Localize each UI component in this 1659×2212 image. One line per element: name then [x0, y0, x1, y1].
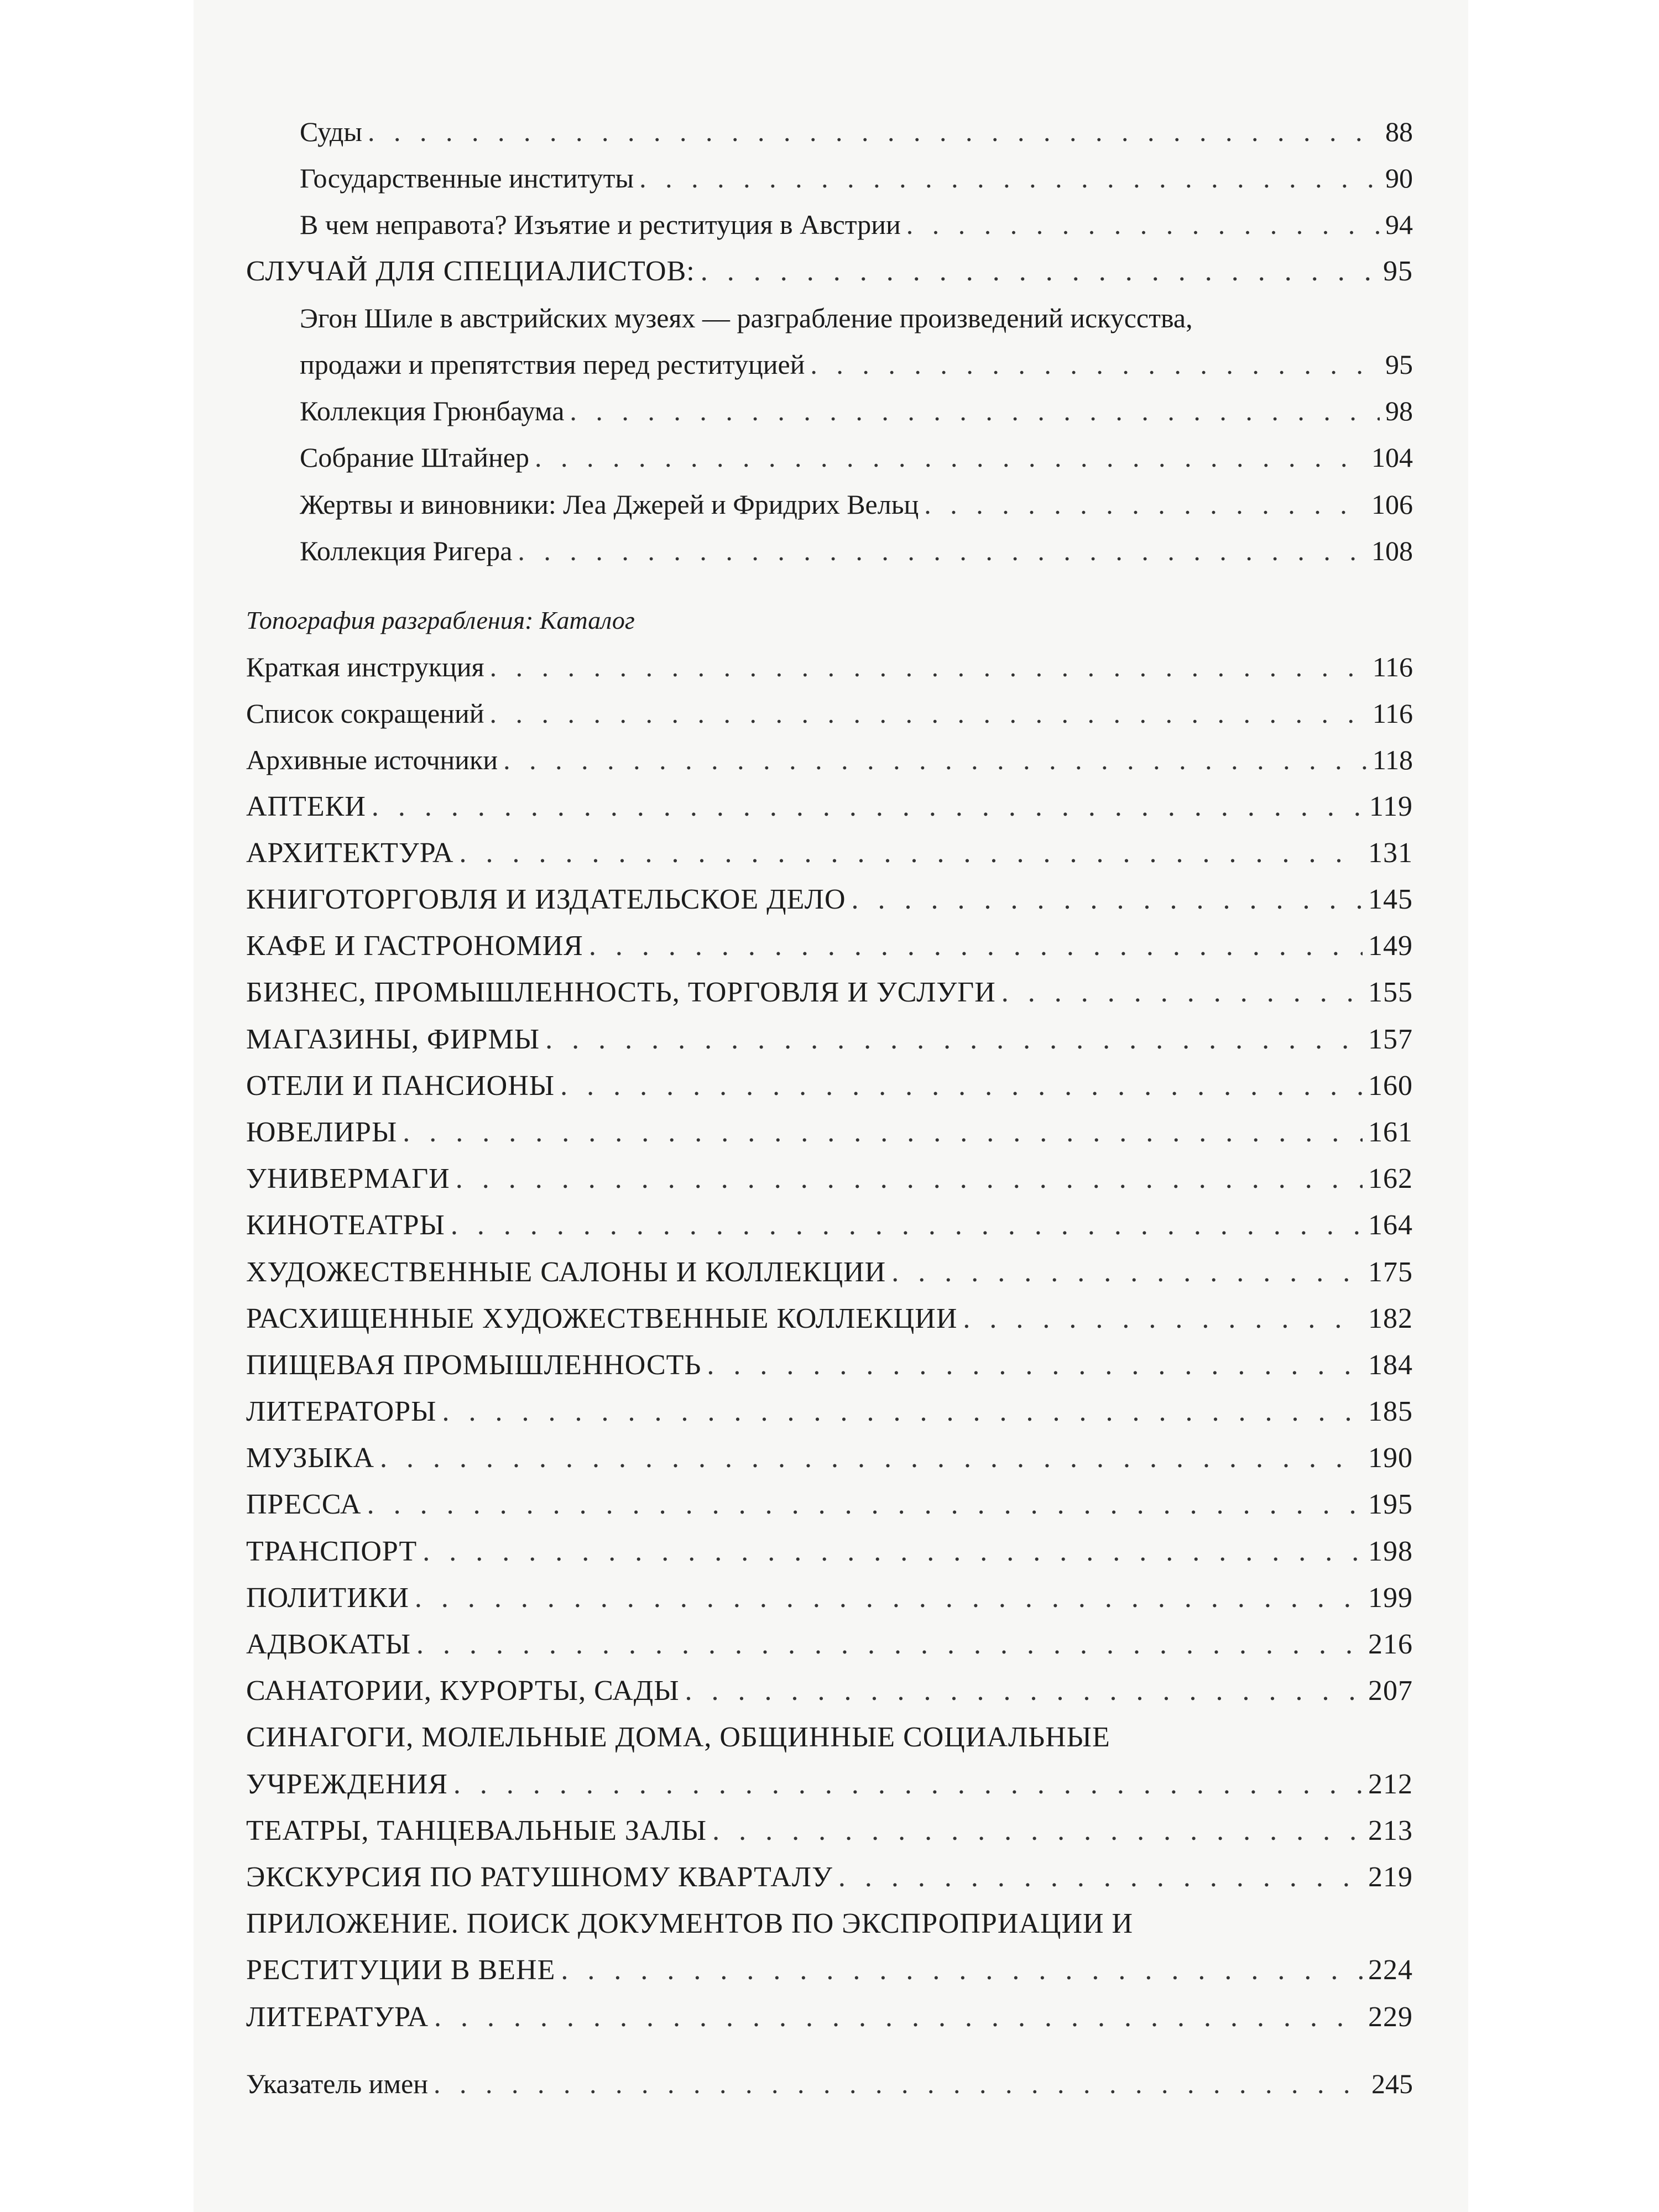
catalog-section-title: Топография разграбления: Каталог [246, 606, 635, 634]
toc-entry-label: Эгон Шиле в австрийских музеях — разграбление произведений искусства, [300, 302, 1193, 333]
toc-entry-appendix-line1 [246, 1901, 1413, 1947]
toc-entry-schiele-line2 [246, 341, 1413, 388]
toc-entry [246, 434, 1413, 481]
toc-entry-page: 90 [1385, 163, 1413, 194]
leader-dots [1001, 969, 1363, 1016]
leader-dots [906, 201, 1380, 248]
toc-entry [246, 1202, 1413, 1249]
toc-entry-page: 245 [1371, 2068, 1413, 2099]
toc-entry [246, 528, 1413, 574]
toc-entry-page: 175 [1368, 1256, 1413, 1288]
leader-dots [570, 388, 1380, 434]
leader-dots [380, 1435, 1363, 1481]
toc-entry-page: 88 [1385, 116, 1413, 147]
toc-entry [246, 1156, 1413, 1202]
toc-entry [246, 923, 1413, 969]
toc-entry-label: МАГАЗИНЫ, ФИРМЫ [246, 1023, 540, 1055]
toc-entry-page: 95 [1383, 255, 1413, 287]
toc-entry [246, 1296, 1413, 1342]
table-of-contents [246, 108, 1413, 2107]
toc-entry-label: БИЗНЕС, ПРОМЫШЛЕННОСТЬ, ТОРГОВЛЯ И УСЛУГИ [246, 977, 996, 1009]
toc-entry-label: Суды [300, 116, 362, 147]
toc-entry-excursion [246, 1854, 1413, 1901]
toc-entry-page: 155 [1368, 977, 1413, 1009]
toc-entry-page: 216 [1368, 1629, 1413, 1660]
toc-entry-page: 149 [1368, 930, 1413, 962]
leader-dots [453, 1761, 1363, 1808]
toc-entry-page: 104 [1371, 442, 1413, 473]
leader-dots [712, 1808, 1363, 1854]
leader-dots [456, 1156, 1363, 1202]
toc-entry-label: Архивные источники [246, 744, 498, 776]
toc-entry-page: 213 [1368, 1814, 1413, 1846]
leader-dots [490, 690, 1367, 737]
toc-entry [246, 737, 1413, 783]
toc-entry-label: продажи и препятствия перед реституцией [300, 348, 805, 380]
toc-entry-synagogues-line1 [246, 1714, 1413, 1761]
toc-entry-page: 198 [1368, 1535, 1413, 1567]
toc-entry-page: 164 [1368, 1209, 1413, 1241]
toc-entry [246, 481, 1413, 528]
toc-entry-page: 116 [1372, 698, 1413, 729]
toc-entry-page: 119 [1369, 790, 1413, 822]
leader-dots [891, 1249, 1363, 1296]
leader-dots [560, 1063, 1363, 1109]
toc-entry-label: РАСХИЩЕННЫЕ ХУДОЖЕСТВЕННЫЕ КОЛЛЕКЦИИ [246, 1302, 958, 1334]
toc-entry-page: 94 [1385, 209, 1413, 241]
leader-dots [561, 1947, 1363, 1994]
toc-entry-page: 162 [1368, 1163, 1413, 1195]
toc-entry-label: Список сокращений [246, 698, 484, 729]
toc-entry-page: 106 [1371, 488, 1413, 520]
toc-entry-label: Краткая инструкция [246, 651, 484, 683]
toc-entry-schiele-line1 [246, 295, 1413, 341]
toc-entry-label: УЧРЕЖДЕНИЯ [246, 1768, 448, 1800]
toc-entry-label: АДВОКАТЫ [246, 1629, 411, 1660]
spacer [246, 2041, 1413, 2060]
toc-entry-label: Указатель имен [246, 2068, 429, 2099]
toc-entry-label: ПРЕССА [246, 1489, 362, 1521]
toc-entry-label: ЭКСКУРСИЯ ПО РАТУШНОМУ КВАРТАЛУ [246, 1861, 833, 1893]
toc-entry-page: 95 [1385, 348, 1413, 380]
toc-entry-label: САНАТОРИИ, КУРОРТЫ, САДЫ [246, 1675, 680, 1707]
toc-entry-label: ПИЩЕВАЯ ПРОМЫШЛЕННОСТЬ [246, 1349, 702, 1381]
leader-dots [490, 644, 1367, 690]
leader-dots [545, 1016, 1363, 1063]
leader-dots [442, 1389, 1363, 1435]
leader-dots [415, 1575, 1363, 1621]
toc-entry-label: В чем неправота? Изъятие и реституция в Австрии [300, 209, 901, 241]
toc-entry-label: КИНОТЕАТРЫ [246, 1209, 445, 1241]
toc-entry-label: АПТЕКИ [246, 790, 366, 822]
toc-entry-page: 199 [1368, 1582, 1413, 1614]
toc-entry-page: 185 [1368, 1396, 1413, 1428]
leader-dots [372, 784, 1364, 830]
toc-entry-page: 160 [1368, 1070, 1413, 1102]
toc-entry-label: ОТЕЛИ И ПАНСИОНЫ [246, 1070, 555, 1102]
toc-entry-label: КНИГОТОРГОВЛЯ И ИЗДАТЕЛЬСКОЕ ДЕЛО [246, 884, 846, 915]
toc-entry-index [246, 2060, 1413, 2107]
leader-dots [535, 434, 1366, 481]
toc-entry-label: СИНАГОГИ, МОЛЕЛЬНЫЕ ДОМА, ОБЩИННЫЕ СОЦИАЛЬНЫЕ [246, 1721, 1110, 1754]
toc-entry-page: 145 [1368, 884, 1413, 915]
toc-entry-label: ПОЛИТИКИ [246, 1582, 409, 1614]
toc-entry-page: 118 [1372, 744, 1413, 776]
toc-entry-page: 207 [1368, 1675, 1413, 1707]
toc-entry-page: 184 [1368, 1349, 1413, 1381]
leader-dots [589, 923, 1363, 969]
leader-dots [451, 1202, 1363, 1249]
toc-entry-page: 212 [1368, 1768, 1413, 1800]
toc-entry-label: ТРАНСПОРТ [246, 1535, 418, 1567]
toc-entry [246, 830, 1413, 877]
leader-dots [852, 877, 1363, 923]
leader-dots [810, 341, 1380, 388]
toc-entry-case-heading [246, 248, 1413, 295]
leader-dots [685, 1668, 1363, 1714]
toc-entry-label: РЕСТИТУЦИИ В ВЕНЕ [246, 1954, 556, 1986]
toc-entry-label: Коллекция Ригера [300, 535, 513, 566]
toc-entry [246, 877, 1413, 923]
toc-entry-label: ЛИТЕРАТОРЫ [246, 1396, 437, 1428]
toc-entry-page: 131 [1368, 837, 1413, 869]
leader-dots [434, 1994, 1363, 2041]
toc-entry-page: 108 [1371, 535, 1413, 566]
toc-entry-label: ТЕАТРЫ, ТАНЦЕВАЛЬНЫЕ ЗАЛЫ [246, 1814, 707, 1846]
toc-entry-page: 182 [1368, 1302, 1413, 1334]
toc-entry-label: СЛУЧАЙ ДЛЯ СПЕЦИАЛИСТОВ: [246, 255, 695, 287]
toc-entry-label: Коллекция Грюнбаума [300, 395, 565, 427]
toc-entry-page: 116 [1372, 651, 1413, 683]
toc-entry-label: УНИВЕРМАГИ [246, 1163, 450, 1195]
toc-entry [246, 155, 1413, 201]
toc-entry-label: ЮВЕЛИРЫ [246, 1116, 398, 1148]
leader-dots [503, 737, 1367, 783]
leader-dots [434, 2060, 1366, 2107]
toc-entry-label: Собрание Штайнер [300, 442, 529, 473]
leader-dots [367, 1481, 1363, 1528]
toc-entry-label: ХУДОЖЕСТВЕННЫЕ САЛОНЫ И КОЛЛЕКЦИИ [246, 1256, 886, 1288]
leader-dots [422, 1528, 1363, 1575]
toc-entry-page: 195 [1368, 1489, 1413, 1521]
toc-entry-page: 161 [1368, 1116, 1413, 1148]
toc-entry-page: 229 [1368, 2001, 1413, 2033]
toc-entry-label: АРХИТЕКТУРА [246, 837, 454, 869]
toc-entry [246, 1109, 1413, 1156]
toc-entry-page: 224 [1368, 1954, 1413, 1986]
toc-entry-page: 98 [1385, 395, 1413, 427]
toc-entry [246, 1668, 1413, 1714]
leader-dots [460, 830, 1363, 877]
toc-entry [246, 1481, 1413, 1528]
toc-entry-synagogues-line2 [246, 1761, 1413, 1808]
toc-entry [246, 1621, 1413, 1668]
leader-dots [368, 108, 1380, 155]
toc-entry-label: Государственные институты [300, 163, 634, 194]
toc-entry [246, 1063, 1413, 1109]
leader-dots [518, 528, 1366, 574]
toc-entry [246, 1389, 1413, 1435]
toc-entry-label: КАФЕ И ГАСТРОНОМИЯ [246, 930, 583, 962]
leader-dots [707, 1342, 1363, 1389]
leader-dots [838, 1854, 1363, 1901]
leader-dots [924, 481, 1366, 528]
leader-dots [416, 1621, 1363, 1668]
leader-dots [639, 155, 1380, 201]
toc-entry-label: ПРИЛОЖЕНИЕ. ПОИСК ДОКУМЕНТОВ ПО ЭКСПРОПРИАЦИИ И [246, 1908, 1134, 1940]
toc-entry [246, 108, 1413, 155]
leader-dots [701, 248, 1378, 295]
toc-entry [246, 1528, 1413, 1575]
toc-entry-appendix-line2 [246, 1947, 1413, 1994]
toc-entry [246, 644, 1413, 690]
toc-entry [246, 969, 1413, 1016]
toc-entry [246, 388, 1413, 434]
toc-entry [246, 1016, 1413, 1063]
toc-entry-label: МУЗЫКА [246, 1442, 375, 1474]
toc-entry [246, 1249, 1413, 1296]
toc-entry-theatres [246, 1808, 1413, 1854]
toc-entry [246, 1342, 1413, 1389]
toc-entry [246, 1435, 1413, 1481]
toc-entry-page: 157 [1368, 1023, 1413, 1055]
leader-dots [403, 1109, 1363, 1156]
toc-entry-literature [246, 1994, 1413, 2041]
toc-entry-label: Жертвы и виновники: Леа Джерей и Фридрих Вельц [300, 488, 919, 520]
leader-dots [963, 1296, 1363, 1342]
toc-entry-label: ЛИТЕРАТУРА [246, 2001, 429, 2033]
toc-entry [246, 690, 1413, 737]
toc-entry [246, 201, 1413, 248]
toc-entry-page: 219 [1368, 1861, 1413, 1893]
toc-entry [246, 1575, 1413, 1621]
toc-entry-page: 190 [1368, 1442, 1413, 1474]
toc-entry [246, 784, 1413, 830]
